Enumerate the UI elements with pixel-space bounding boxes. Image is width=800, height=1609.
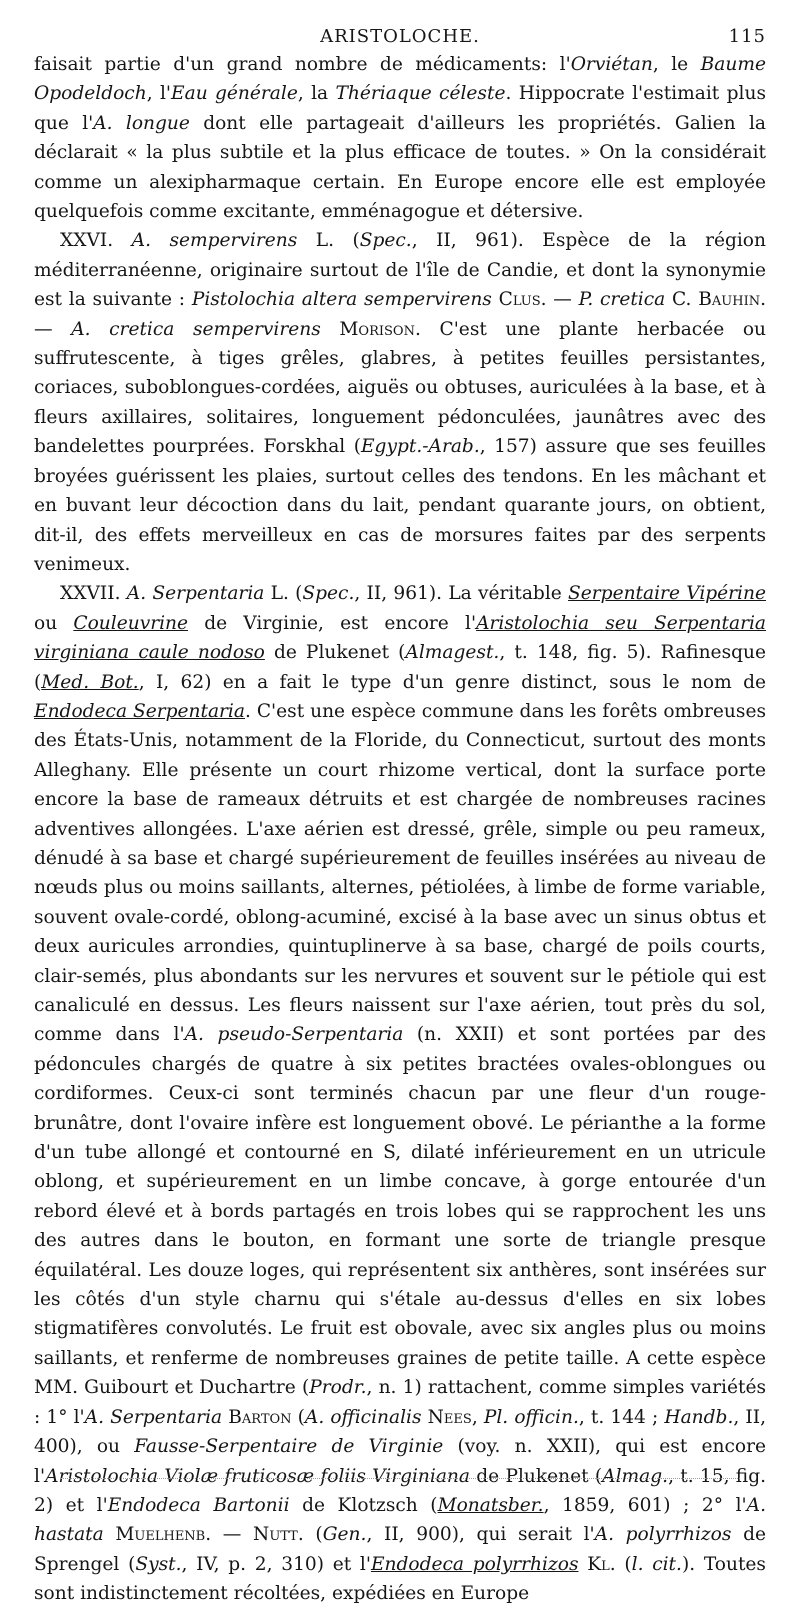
paragraph-continuation: faisait partie d'un grand nombre de médicaments: l'Orviétan, le Baume Opodeldoch, l'Eau générale, la Thériaque céleste. Hippocrate l'estimait plus que l'A. longue dont elle partageait d'ailleurs les propriétés. Galien la déclarait « la plus subtile et la plus efficace de toutes. » On la considérait comme un alexipharmaque certain. En Europe encore elle est employée quelquefois comme excitante, emménagogue et détersive. bbox=[34, 54, 766, 223]
running-title: ARISTOLOCHE. bbox=[320, 26, 480, 47]
page-number: 115 bbox=[728, 26, 766, 47]
running-header bbox=[34, 20, 766, 50]
body-text bbox=[34, 50, 766, 1609]
paragraph-sempervirens: XXVI. A. sempervirens L. (Spec., II, 961). Espèce de la région méditerranéenne, originaire surtout de l'île de Candie, et dont la synonymie est la suivante : Pistolochia altera sempervirens Clus. — P. cretica C. Bauhin. — A. cretica sempervirens Morison. C'est une plante herbacée ou suffrutescente, à tiges grêles, glabres, à petites feuilles persistantes, coriaces, suboblongues-cordées, aiguës ou obtuses, auriculées à la base, et à fleurs axillaires, solitaires, longuement pédonculées, jaunâtres avec des bandelettes pourprées. Forskhal (Egypt.-Arab., 157) assure que ses feuilles broyées guérissent les plaies, surtout celles des tendons. En les mâchant et en buvant leur décoction dans du lait, pendant quarante jours, on obtient, dit-il, des effets merveilleux en cas de morsures faites par des serpents venimeux. bbox=[34, 230, 766, 575]
paragraph-serpentaria: XXVII. A. Serpentaria L. (Spec., II, 961). La véritable Serpentaire Vipérine ou Couleuvrine de Virginie, est encore l'Aristolochia seu Serpentaria virginiana caule nodoso de Plukenet (Almagest., t. 148, fig. 5). Rafinesque (Med. Bot., I, 62) en a fait le type d'un genre distinct, sous le nom de Endodeca Serpentaria. C'est une espèce commune dans les forêts ombreuses des États-Unis, notamment de la Floride, du Connecticut, surtout des monts Alleghany. Elle présente un court rhizome vertical, dont la surface porte encore la base de rameaux détruits et est chargée de nombreuses racines adventives allongées. L'axe aérien est dressé, grêle, simple ou peu rameux, dénudé à sa base et chargé supérieurement de feuilles insérées au niveau de nœuds plus ou moins saillants, alternes, pétiolées, à limbe de forme variable, souvent ovale-cordé, oblong-acuminé, excisé à la base avec un sinus obtus et deux auricules arrondies, quintuplinerve à sa base, chargé de poils courts, clair-semés, plus abondants sur les nervures et souvent sur le pétiole qui est canaliculé en dessus. Les fleurs naissent sur l'axe aérien, tout près du sol, comme dans l'A. pseudo-Serpentaria (n. XXII) et sont portées par des pédoncules chargés de quatre à six petites bractées ovales-oblongues ou cordiformes. Ceux-ci sont terminés chacun par une fleur d'un rouge-brunâtre, dont l'ovaire infère est longuement obové. Le périanthe a la forme d'un tube allongé et contourné en S, dilaté inférieurement en un utricule oblong, et supérieurement en un limbe concave, à gorge entourée d'un rebord élevé et à bords partagés en trois lobes qui se rapprochent les uns des autres dans le bouton, en formant une sorte de triangle presque équilatéral. Les douze loges, qui représentent six anthères, sont insérées sur les côtés d'un style charnu qui s'étale au-dessus d'elles en six lobes stigmatifères convolutés. Le fruit est obovale, avec six angles plus ou moins saillants, et renferme de nombreuses graines de petite taille. A cette espèce MM. Guibourt et Duchartre (Prodr., n. 1) rattachent, comme simples variétés : 1° l'A. Serpentaria Barton (A. officinalis Nees, Pl. officin., t. 144 ; Handb., II, 400), ou Fausse-Serpentaire de Virginie (voy. n. XXII), qui est encore l'Aristolochia Violæ fruticosæ foliis Virginiana de Plukenet (Almag., t. 15, fig. 2) et l'Endodeca Bartonii de Klotzsch (Monatsber., 1859, 601) ; 2° l'A. hastata Muelhenb. — Nutt. (Gen., II, 900), qui serait l'A. polyrrhizos de Sprengel (Syst., IV, p. 2, 310) et l'Endodeca polyrrhizos Kl. (l. cit.). Toutes sont indistinctement récoltées, expédiées en Europe bbox=[34, 583, 767, 1605]
footer-divider bbox=[60, 1478, 740, 1479]
document-page bbox=[34, 20, 766, 1609]
